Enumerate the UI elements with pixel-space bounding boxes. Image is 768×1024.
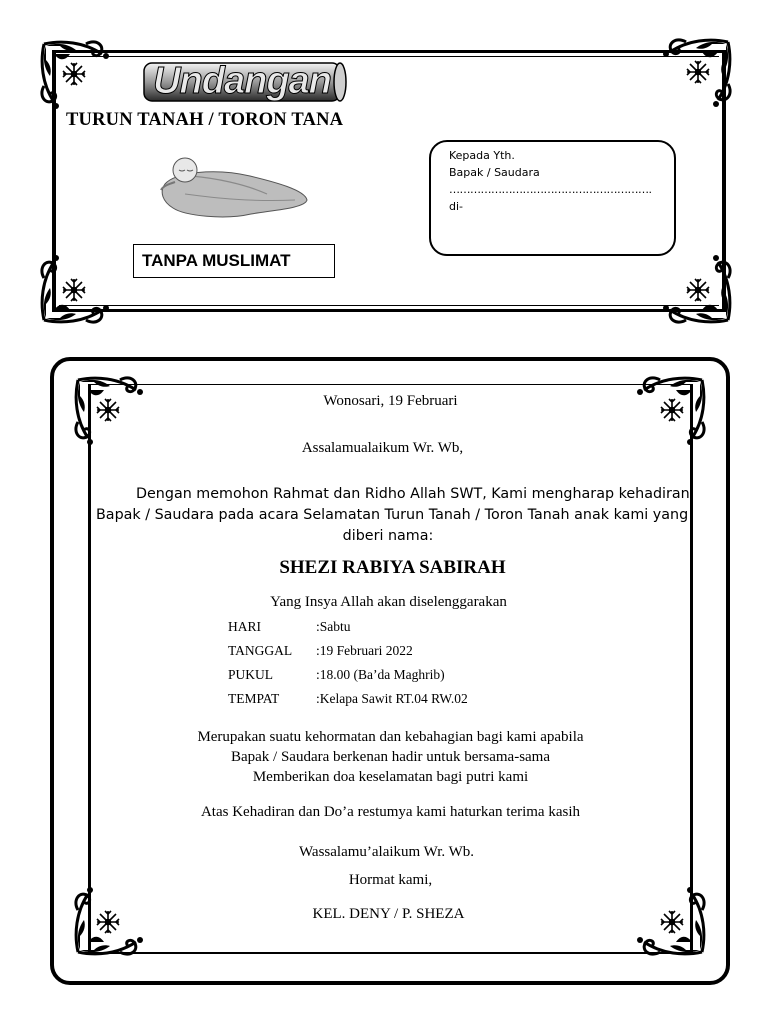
detail-label-tempat: TEMPAT bbox=[228, 691, 280, 706]
snowflake-corner-ornament-icon bbox=[40, 40, 110, 110]
tagline: TANPA MUSLIMAT bbox=[142, 251, 291, 270]
detail-value-hari: :Sabtu bbox=[316, 619, 351, 634]
place-date: Wonosari, 19 Februari bbox=[323, 393, 458, 409]
detail-value-tanggal: :19 Februari 2022 bbox=[316, 643, 413, 658]
address-box bbox=[429, 140, 676, 256]
snowflake-corner-ornament-icon bbox=[636, 376, 706, 446]
tagline-box bbox=[133, 244, 335, 278]
closing-line-2: Bapak / Saudara berkenan hadir untuk bersama-sama bbox=[230, 749, 551, 765]
detail-value-pukul: :18.00 (Ba’da Maghrib) bbox=[316, 667, 445, 682]
detail-label-pukul: PUKUL bbox=[228, 667, 274, 682]
schedule-intro: Yang Insya Allah akan diselenggarakan bbox=[270, 594, 507, 610]
banner-title: Undangan bbox=[153, 60, 331, 102]
detail-label-tanggal: TANGGAL bbox=[228, 643, 293, 658]
child-name: SHEZI RABIYA SABIRAH bbox=[279, 557, 506, 578]
cover-title: TURUN TANAH / TORON TANA bbox=[66, 110, 344, 130]
thanks-line: Atas Kehadiran dan Do’a restumya kami haturkan terima kasih bbox=[200, 804, 581, 820]
sleeping-baby-illustration-icon bbox=[155, 154, 315, 224]
intro-line-3: diberi nama: bbox=[342, 528, 434, 544]
address-line-3: …………………………………………………. bbox=[449, 183, 652, 196]
closing-line-1: Merupakan suatu kehormatan dan kebahagian bagi kami apabila bbox=[197, 729, 584, 745]
regards: Hormat kami, bbox=[348, 872, 433, 888]
intro-line-1: Dengan memohon Rahmat dan Ridho Allah SWT, Kami mengharap kehadiran bbox=[136, 486, 690, 502]
address-line-1: Kepada Yth. bbox=[449, 149, 515, 162]
address-line-2: Bapak / Saudara bbox=[449, 166, 540, 179]
detail-value-tempat: :Kelapa Sawit RT.04 RW.02 bbox=[316, 691, 468, 706]
snowflake-corner-ornament-icon bbox=[662, 38, 732, 108]
snowflake-corner-ornament-icon bbox=[662, 254, 732, 324]
salam: Wassalamu’alaikum Wr. Wb. bbox=[298, 844, 475, 860]
intro-line-2: Bapak / Saudara pada acara Selamatan Turun Tanah / Toron Tanah anak kami yang bbox=[96, 507, 689, 523]
snowflake-corner-ornament-icon bbox=[40, 254, 110, 324]
greeting: Assalamualaikum Wr. Wb, bbox=[301, 440, 464, 456]
closing-line-3: Memberikan doa keselamatan bagi putri kami bbox=[252, 769, 529, 785]
detail-label-hari: HARI bbox=[228, 619, 261, 634]
banner bbox=[142, 60, 348, 104]
signature: KEL. DENY / P. SHEZA bbox=[312, 906, 465, 922]
address-line-4: di- bbox=[449, 200, 464, 213]
snowflake-corner-ornament-icon bbox=[74, 376, 144, 446]
